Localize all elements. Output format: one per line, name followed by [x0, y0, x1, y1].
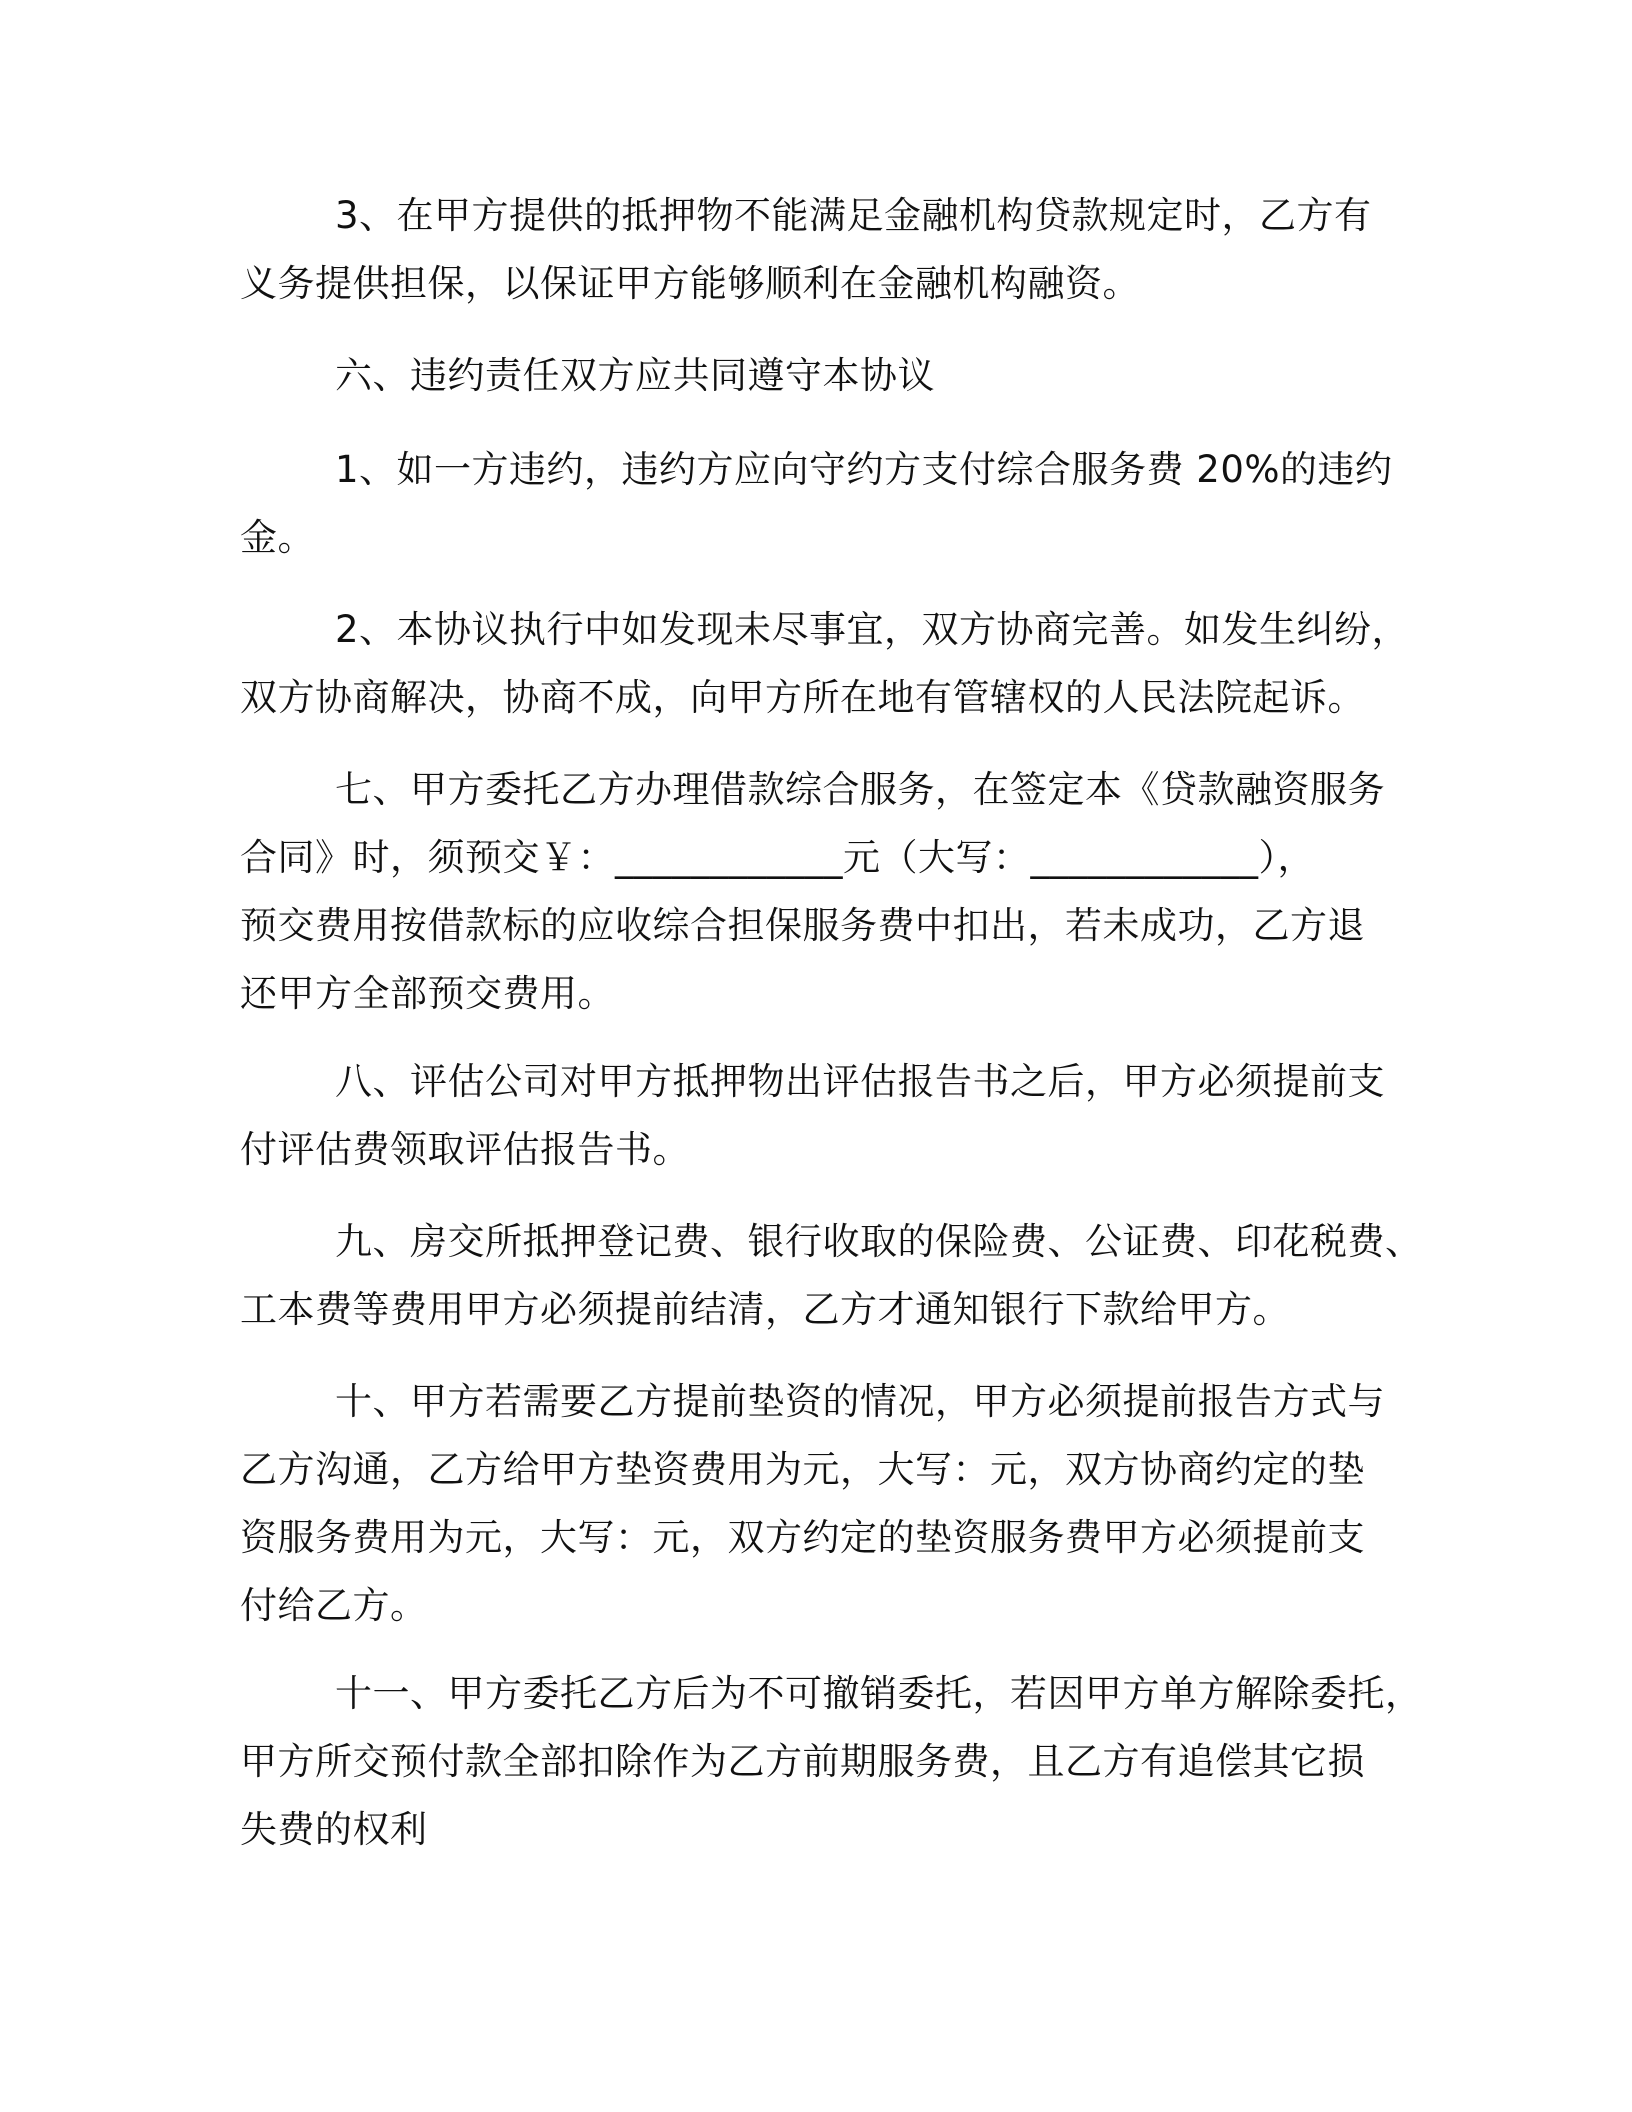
text-line: 乙方沟通，乙方给甲方垫资费用为元，大写：元，双方协商约定的垫: [240, 1448, 1365, 1491]
text-line: 付评估费领取评估报告书。: [240, 1128, 690, 1171]
text-line: 工本费等费用甲方必须提前结清，乙方才通知银行下款给甲方。: [240, 1288, 1290, 1331]
text-line: 还甲方全部预交费用。: [240, 972, 615, 1015]
text-line: 甲方所交预付款全部扣除作为乙方前期服务费，且乙方有追偿其它损: [240, 1740, 1365, 1783]
text-line: 失费的权利: [240, 1808, 428, 1851]
text-line: 十、甲方若需要乙方提前垫资的情况，甲方必须提前报告方式与: [335, 1380, 1385, 1423]
text-line: 十一、甲方委托乙方后为不可撤销委托，若因甲方单方解除委托，: [335, 1672, 1423, 1715]
section-10-advance-funding: [240, 1368, 1400, 1640]
text-line: 八、评估公司对甲方抵押物出评估报告书之后，甲方必须提前支: [335, 1060, 1385, 1103]
text-line: 2、本协议执行中如发现未尽事宜，双方协商完善。如发生纠纷，: [335, 608, 1410, 651]
text-line: 合同》时，须预交￥：____________元（大写：____________），: [240, 836, 1315, 879]
text-line: 资服务费用为元，大写：元，双方约定的垫资服务费甲方必须提前支: [240, 1516, 1365, 1559]
text-line: 双方协商解决，协商不成，向甲方所在地有管辖权的人民法院起诉。: [240, 676, 1365, 719]
text-line: 七、甲方委托乙方办理借款综合服务，在签定本《贷款融资服务: [335, 768, 1385, 811]
section-6-heading: [240, 342, 1400, 410]
section-8-appraisal: [240, 1048, 1400, 1184]
text-line: 付给乙方。: [240, 1584, 428, 1627]
section-11-irrevocable: [240, 1660, 1423, 1864]
section-7-prepayment: [240, 756, 1400, 1028]
text-line: 金。: [240, 516, 315, 559]
text-line: 六、违约责任双方应共同遵守本协议: [335, 354, 935, 397]
text-line: 九、房交所抵押登记费、银行收取的保险费、公证费、印花税费、: [335, 1220, 1423, 1263]
text-line: 义务提供担保，以保证甲方能够顺利在金融机构融资。: [240, 262, 1140, 305]
text-line: 1、如一方违约，违约方应向守约方支付综合服务费 20%的违约: [335, 448, 1393, 491]
clause-6-1-penalty: [240, 436, 1400, 572]
clause-6-2-dispute: [240, 596, 1410, 732]
section-9-fees: [240, 1208, 1423, 1344]
text-line: 预交费用按借款标的应收综合担保服务费中扣出，若未成功，乙方退: [240, 904, 1365, 947]
clause-3-guarantee: [240, 182, 1400, 318]
text-line: 3、在甲方提供的抵押物不能满足金融机构贷款规定时，乙方有: [335, 194, 1372, 237]
